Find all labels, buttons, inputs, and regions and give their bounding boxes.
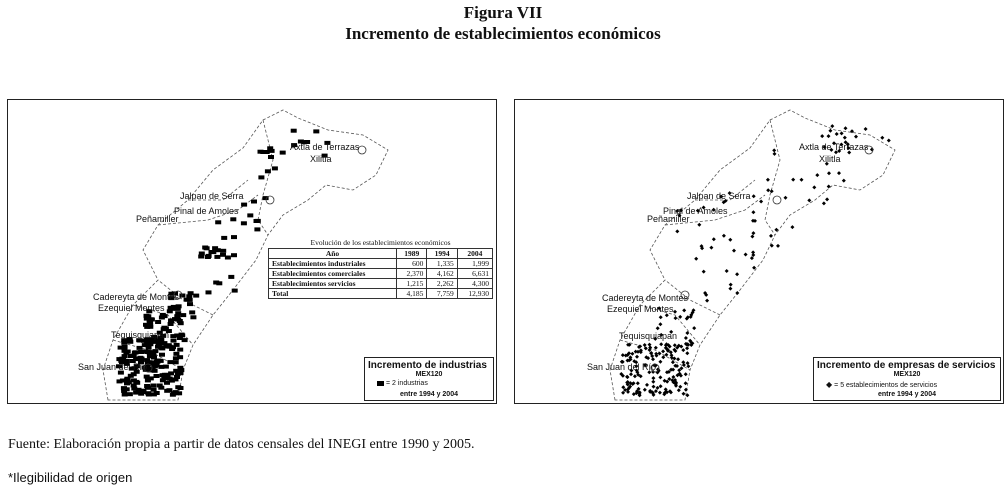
place-axtla: Axtla de Terrazas — [290, 142, 360, 152]
diamond-icon — [732, 249, 736, 253]
diamond-icon — [759, 200, 763, 204]
table-cell: 7,759 — [427, 289, 457, 299]
diamond-icon — [685, 351, 689, 355]
diamond-icon — [682, 363, 686, 367]
diamond-icon — [843, 136, 847, 140]
diamond-icon — [854, 135, 858, 139]
place-ezequiel: Ezequiel Montes — [98, 303, 165, 313]
figure-label: Figura VII — [463, 3, 543, 22]
diamond-icon — [659, 342, 663, 346]
diamond-icon — [651, 380, 655, 384]
diamond-icon — [685, 346, 689, 350]
diamond-icon — [664, 353, 668, 357]
diamond-icon — [694, 257, 698, 261]
diamond-icon — [827, 171, 831, 175]
diamond-icon — [722, 234, 726, 238]
diamond-icon — [682, 392, 686, 396]
diamond-icon — [766, 188, 770, 192]
diamond-icon — [677, 388, 681, 392]
diamond-icon — [887, 139, 891, 143]
diamond-icon — [828, 129, 832, 133]
factory-icon — [186, 294, 192, 298]
diamond-icon — [674, 316, 678, 320]
factory-icon — [313, 129, 319, 133]
diamond-icon — [658, 322, 662, 326]
diamond-icon — [659, 315, 663, 319]
factory-icon — [265, 169, 271, 173]
diamond-icon — [702, 270, 706, 274]
factory-icon — [131, 378, 137, 382]
diamond-icon — [684, 372, 688, 376]
factory-icon — [178, 386, 184, 390]
factory-icon — [170, 393, 176, 397]
factory-icon — [215, 248, 221, 252]
factory-icon — [204, 246, 210, 250]
diamond-icon — [630, 352, 634, 356]
diamond-icon — [692, 326, 696, 330]
factory-icon — [131, 384, 137, 388]
diamond-icon — [686, 361, 690, 365]
diamond-icon — [837, 171, 841, 175]
factory-icon — [175, 311, 181, 315]
factory-icon — [177, 319, 183, 323]
factory-icon — [193, 294, 199, 298]
factory-icon — [187, 302, 193, 306]
factory-icon — [138, 392, 144, 396]
diamond-icon — [728, 238, 732, 242]
diamond-icon — [675, 229, 679, 233]
table-cell: 12,930 — [457, 289, 492, 299]
table-cell: Establecimientos servicios — [269, 279, 397, 289]
factory-icon — [144, 375, 150, 379]
diamond-icon — [751, 250, 755, 254]
factory-icon — [122, 349, 128, 353]
factory-icon — [137, 356, 143, 360]
factory-icon — [199, 252, 205, 256]
diamond-icon — [735, 291, 739, 295]
place-penamiller: Peñamiller — [647, 214, 690, 224]
diamond-icon — [807, 198, 811, 202]
factory-icon — [164, 389, 170, 393]
table-header: 1989 — [397, 249, 427, 259]
factory-icon — [206, 290, 212, 294]
table-cell: 6,631 — [457, 269, 492, 279]
factory-icon — [163, 365, 169, 369]
diamond-icon — [678, 315, 682, 319]
industry-legend — [364, 357, 494, 401]
factory-icon — [168, 318, 174, 322]
factory-icon — [154, 374, 160, 378]
table-row — [269, 279, 493, 289]
diamond-icon — [636, 381, 640, 385]
place-sanjuan: San Juan del Río — [587, 362, 657, 372]
diamond-icon — [772, 148, 776, 152]
legend-symbol — [826, 380, 937, 389]
diamond-icon — [671, 360, 675, 364]
factory-icon — [122, 354, 128, 358]
factory-icon — [173, 360, 179, 364]
diamond-icon — [652, 385, 656, 389]
factory-icon — [148, 317, 154, 321]
place-xilitla: Xilitla — [819, 154, 841, 164]
diamond-icon — [751, 231, 755, 235]
diamond-icon: ◆ — [826, 380, 833, 389]
factory-icon — [147, 323, 153, 327]
place-penamiller: Peñamiller — [136, 214, 179, 224]
diamond-icon — [842, 179, 846, 183]
table-cell: 1,999 — [457, 259, 492, 269]
factory-icon — [187, 298, 193, 302]
factory-icon — [173, 356, 179, 360]
factory-icon — [168, 322, 174, 326]
factory-icon — [179, 294, 185, 298]
factory-icon — [150, 384, 156, 388]
table-cell: 2,262 — [427, 279, 457, 289]
factory-icon — [272, 166, 278, 170]
diamond-icon — [752, 194, 756, 198]
factory-icon — [189, 310, 195, 314]
diamond-icon — [840, 131, 844, 135]
diamond-icon — [709, 246, 713, 250]
evolution-table — [268, 248, 493, 299]
factory-icon — [146, 346, 152, 350]
table-header: Año — [269, 249, 397, 259]
diamond-icon — [635, 355, 639, 359]
legend-period: entre 1994 y 2004 — [878, 391, 936, 398]
diamond-icon — [658, 391, 662, 395]
table-cell: 1,215 — [397, 279, 427, 289]
factory-icon — [169, 307, 175, 311]
factory-icon — [122, 345, 128, 349]
factory-icon — [232, 289, 238, 293]
factory-icon — [137, 346, 143, 350]
diamond-icon — [815, 173, 819, 177]
table-header: 1994 — [427, 249, 457, 259]
factory-icon — [225, 256, 231, 260]
diamond-icon — [682, 308, 686, 312]
table-cell: 4,162 — [427, 269, 457, 279]
diamond-icon — [678, 385, 682, 389]
place-jalpan: Jalpan de Serra — [180, 191, 244, 201]
source-note: Fuente: Elaboración propia a partir de datos censales del INEGI entre 1990 y 2005. — [8, 437, 475, 452]
factory-icon — [147, 342, 153, 346]
diamond-icon — [651, 357, 655, 361]
factory-icon — [220, 249, 226, 253]
factory-icon — [155, 320, 161, 324]
legend-title: Incremento de industrias — [368, 360, 487, 371]
factory-icon — [155, 359, 161, 363]
diamond-icon — [744, 253, 748, 257]
place-cadereyta: Cadereyta de Montes — [602, 293, 689, 303]
table-cell: Establecimientos industriales — [269, 259, 397, 269]
industry-map — [7, 99, 497, 404]
factory-icon — [182, 338, 188, 342]
diamond-icon — [835, 132, 839, 136]
diamond-icon — [812, 185, 816, 189]
place-tequisquiapan: Tequisquiapan — [111, 330, 170, 340]
diamond-icon — [648, 343, 652, 347]
factory-icon — [152, 349, 158, 353]
place-pinal: Pinal de Amoles — [663, 206, 728, 216]
factory-icon — [157, 384, 163, 388]
diamond-icon — [676, 357, 680, 361]
diamond-icon — [643, 343, 647, 347]
diamond-icon — [661, 349, 665, 353]
factory-icon — [251, 200, 257, 204]
place-sanjuan: San Juan del Río — [78, 362, 148, 372]
diamond-icon — [864, 127, 868, 131]
factory-icon — [167, 360, 173, 364]
diamond-icon — [681, 360, 685, 364]
diamond-icon — [654, 346, 658, 350]
figure-title: Incremento de establecimientos económicos — [345, 24, 661, 43]
table-header: 2004 — [457, 249, 492, 259]
factory-icon — [173, 352, 179, 356]
diamond-icon — [800, 178, 804, 182]
diamond-icon — [658, 375, 662, 379]
diamond-icon — [827, 134, 831, 138]
factory-icon — [171, 339, 177, 343]
place-xilitla: Xilitla — [310, 154, 332, 164]
diamond-icon — [725, 269, 729, 273]
diamond-icon — [697, 223, 701, 227]
diamond-icon — [766, 178, 770, 182]
factory-icon — [159, 353, 165, 357]
factory-icon — [377, 381, 384, 386]
factory-icon — [145, 385, 151, 389]
factory-icon — [258, 175, 264, 179]
legend-symbol-text: = 2 industrias — [386, 380, 428, 387]
factory-icon — [247, 213, 253, 217]
place-axtla: Axtla de Terrazas — [799, 142, 869, 152]
diamond-icon — [820, 134, 824, 138]
diamond-icon — [728, 287, 732, 291]
factory-icon — [124, 387, 130, 391]
illegibility-note: *Ilegibilidad de origen — [8, 470, 133, 485]
diamond-icon — [773, 152, 777, 156]
legend-code: MEX120 — [893, 371, 921, 378]
legend-period: entre 1994 y 2004 — [400, 391, 458, 398]
table-cell: 1,335 — [427, 259, 457, 269]
table-row — [269, 259, 493, 269]
factory-icon — [159, 316, 165, 320]
diamond-icon — [751, 210, 755, 214]
factory-icon — [168, 371, 174, 375]
diamond-icon — [791, 178, 795, 182]
place-pinal: Pinal de Amoles — [174, 206, 239, 216]
factory-icon — [291, 129, 297, 133]
table-row — [269, 269, 493, 279]
diamond-icon — [750, 235, 754, 239]
services-map — [514, 99, 1004, 404]
legend-title: Incremento de empresas de servicios — [817, 360, 996, 371]
factory-icon — [221, 236, 227, 240]
diamond-icon — [651, 376, 655, 380]
factory-icon — [205, 255, 211, 259]
place-tequisquiapan: Tequisquiapan — [619, 331, 678, 341]
factory-icon — [230, 217, 236, 221]
city-marker-jalpan — [773, 196, 781, 204]
diamond-icon — [825, 197, 829, 201]
factory-icon — [228, 275, 234, 279]
place-cadereyta: Cadereyta de Montes — [93, 292, 180, 302]
factory-icon — [177, 348, 183, 352]
factory-icon — [241, 221, 247, 225]
diamond-icon — [705, 299, 709, 303]
factory-icon — [214, 255, 220, 259]
diamond-icon — [790, 225, 794, 229]
diamond-icon — [684, 381, 688, 385]
legend-code: MEX120 — [415, 371, 443, 378]
factory-icon — [169, 379, 175, 383]
diamond-icon — [844, 126, 848, 130]
factory-icon — [190, 315, 196, 319]
evolution-table-title: Evolución de los establecimientos económicos — [310, 238, 451, 247]
diamond-icon — [769, 234, 773, 238]
factory-icon — [124, 377, 130, 381]
diamond-icon — [827, 185, 831, 189]
table-row — [269, 289, 493, 299]
table-cell: 2,370 — [397, 269, 427, 279]
factory-icon — [121, 341, 127, 345]
table-cell: 4,185 — [397, 289, 427, 299]
factory-icon — [178, 371, 184, 375]
diamond-icon — [681, 348, 685, 352]
table-cell: 600 — [397, 259, 427, 269]
diamond-icon — [735, 272, 739, 276]
diamond-icon — [670, 353, 674, 357]
factory-icon — [258, 150, 264, 154]
factory-icon — [154, 391, 160, 395]
diamond-icon — [684, 336, 688, 340]
services-legend — [813, 357, 1001, 401]
factory-icon — [174, 343, 180, 347]
diamond-icon — [784, 196, 788, 200]
factory-icon — [255, 219, 261, 223]
evolution-table-block — [268, 238, 493, 299]
table-cell: Establecimientos comerciales — [269, 269, 397, 279]
factory-icon — [138, 350, 144, 354]
factory-icon — [231, 253, 237, 257]
diamond-icon — [656, 326, 660, 330]
legend-symbol — [377, 380, 428, 387]
factory-icon — [132, 351, 138, 355]
factory-icon — [179, 333, 185, 337]
factory-icon — [162, 373, 168, 377]
factory-icon — [267, 146, 273, 150]
factory-icon — [146, 393, 152, 397]
factory-icon — [254, 227, 260, 231]
diamond-icon — [629, 372, 633, 376]
factory-icon — [231, 235, 237, 239]
diamond-icon — [822, 201, 826, 205]
diamond-icon — [645, 383, 649, 387]
factory-icon — [280, 151, 286, 155]
factory-icon — [150, 367, 156, 371]
factory-icon — [268, 155, 274, 159]
diamond-icon — [686, 364, 690, 368]
factory-icon — [122, 393, 128, 397]
diamond-icon — [712, 237, 716, 241]
place-ezequiel: Ezequiel Montes — [607, 304, 674, 314]
diamond-icon — [880, 136, 884, 140]
place-jalpan: Jalpan de Serra — [687, 191, 751, 201]
factory-icon — [127, 392, 133, 396]
diamond-icon — [658, 360, 662, 364]
diamond-icon — [776, 244, 780, 248]
diamond-icon — [830, 124, 834, 128]
factory-icon — [241, 203, 247, 207]
factory-icon — [215, 220, 221, 224]
diamond-icon — [729, 283, 733, 287]
table-cell: Total — [269, 289, 397, 299]
factory-icon — [155, 345, 161, 349]
legend-symbol-text: = 5 establecimientos de servicios — [834, 382, 938, 389]
table-cell: 4,300 — [457, 279, 492, 289]
factory-icon — [147, 354, 153, 358]
factory-icon — [216, 281, 222, 285]
diamond-icon — [643, 388, 647, 392]
